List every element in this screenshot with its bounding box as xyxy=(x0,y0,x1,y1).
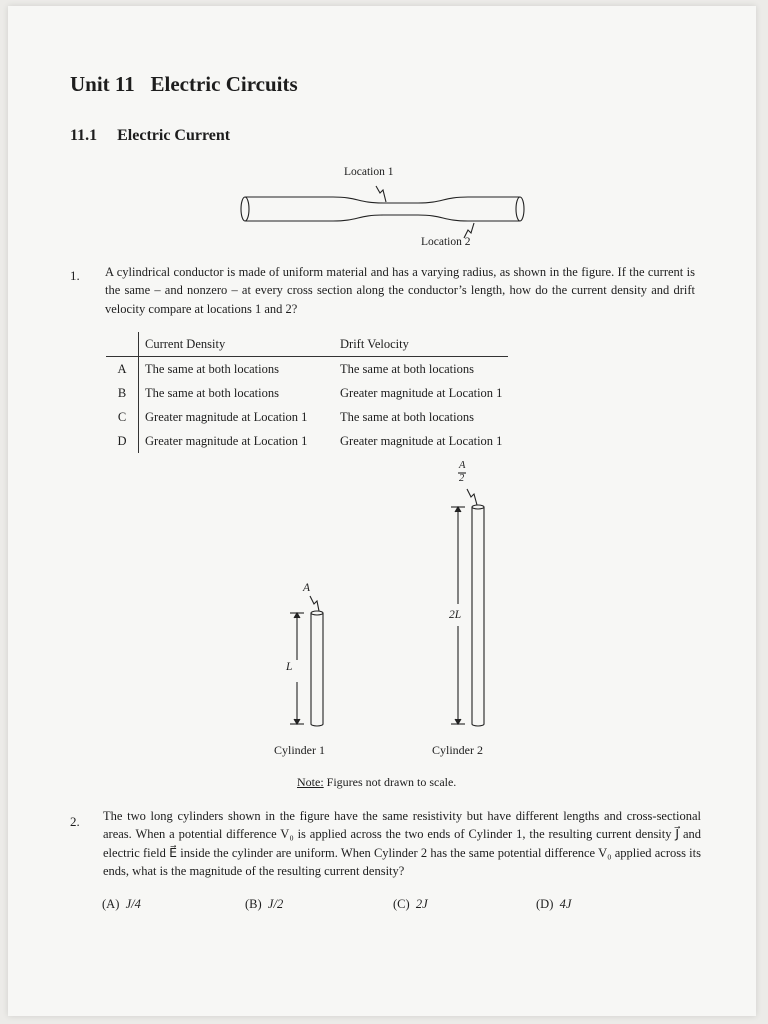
row-density: Greater magnitude at Location 1 xyxy=(145,409,308,424)
table-row xyxy=(106,357,508,382)
table-row xyxy=(106,405,508,429)
cylinder2-length-label: 2L xyxy=(449,609,462,621)
unit-title: Unit 11 Electric Circuits xyxy=(70,72,298,96)
answer-table-header xyxy=(106,332,508,357)
header-drift-velocity: Drift Velocity xyxy=(334,332,508,357)
question2-text: The two long cylinders shown in the figure have the same resistivity but have different lengths and cross-sectional areas. When a potential difference V₀ is applied across the two ends of Cylinder 1, the resulting current density J⃗ and electric field E⃗ inside the cylinder are uniform. When Cylinder 2 has the same potential difference V₀ applied across its ends, what is the magnitude of the resulting current density? xyxy=(103,809,701,878)
cylinder1 xyxy=(311,611,323,726)
header-letter xyxy=(106,332,139,357)
choice-c-value: 2J xyxy=(415,897,428,911)
location2-label: Location 2 xyxy=(421,236,471,248)
cylinder2 xyxy=(472,505,484,726)
choice-b-value: J/2 xyxy=(267,897,284,911)
worksheet-page xyxy=(8,6,756,1016)
choice-c xyxy=(393,897,428,912)
conductor-figure xyxy=(233,166,543,246)
cylinder2-caption: Cylinder 2 xyxy=(432,743,483,757)
conductor-right-end xyxy=(516,197,524,221)
choice-b-label: (B) xyxy=(245,897,262,911)
conductor-top-edge xyxy=(245,197,520,203)
location1-label: Location 1 xyxy=(344,166,394,178)
note-label: Note: xyxy=(297,775,324,789)
row-letter: D xyxy=(106,429,139,453)
conductor-bottom-edge xyxy=(245,215,520,221)
cylinder1-area-label: A xyxy=(303,582,311,594)
choice-b xyxy=(245,897,283,912)
row-density: Greater magnitude at Location 1 xyxy=(145,433,308,448)
cylinder2-area-denominator: 2 xyxy=(459,473,465,484)
row-letter: B xyxy=(106,381,139,405)
question2-number: 2. xyxy=(70,814,80,829)
location1-pointer xyxy=(376,186,386,202)
cylinders-figure xyxy=(268,456,508,746)
choice-d-label: (D) xyxy=(536,897,554,911)
row-velocity: The same at both locations xyxy=(340,409,474,424)
figure-note xyxy=(297,775,456,790)
row-letter: A xyxy=(106,357,139,382)
row-velocity: The same at both locations xyxy=(340,361,474,376)
question1-number: 1. xyxy=(70,268,80,283)
section-title: 11.1 Electric Current xyxy=(70,127,231,144)
choice-d xyxy=(536,897,571,912)
table-row xyxy=(106,381,508,405)
cylinder1-length-label: L xyxy=(286,661,293,673)
choice-a-label: (A) xyxy=(102,897,120,911)
row-density: The same at both locations xyxy=(145,361,279,376)
table-row xyxy=(106,429,508,453)
note-text: Figures not drawn to scale. xyxy=(323,775,457,789)
conductor-left-end xyxy=(241,197,249,221)
cylinder2-area-pointer xyxy=(467,489,477,505)
row-density: The same at both locations xyxy=(145,385,279,400)
header-current-density: Current Density xyxy=(139,332,335,357)
cylinder2-area-numerator: A xyxy=(459,460,466,471)
choice-a xyxy=(102,897,141,912)
row-velocity: Greater magnitude at Location 1 xyxy=(340,433,503,448)
choice-d-value: 4J xyxy=(559,897,572,911)
cylinder1-caption: Cylinder 1 xyxy=(274,743,325,757)
choice-c-label: (C) xyxy=(393,897,410,911)
question1-text: A cylindrical conductor is made of uniform material and has a varying radius, as shown in the figure. If the current is the same – and nonzero – at every cross section along the conductor’s length, how do the current density and drift velocity compare at locations 1 and 2? xyxy=(105,265,695,316)
row-velocity: Greater magnitude at Location 1 xyxy=(340,385,503,400)
row-letter: C xyxy=(106,405,139,429)
cylinder1-area-pointer xyxy=(310,596,319,611)
answer-table xyxy=(106,332,508,453)
choice-a-value: J/4 xyxy=(125,897,141,911)
